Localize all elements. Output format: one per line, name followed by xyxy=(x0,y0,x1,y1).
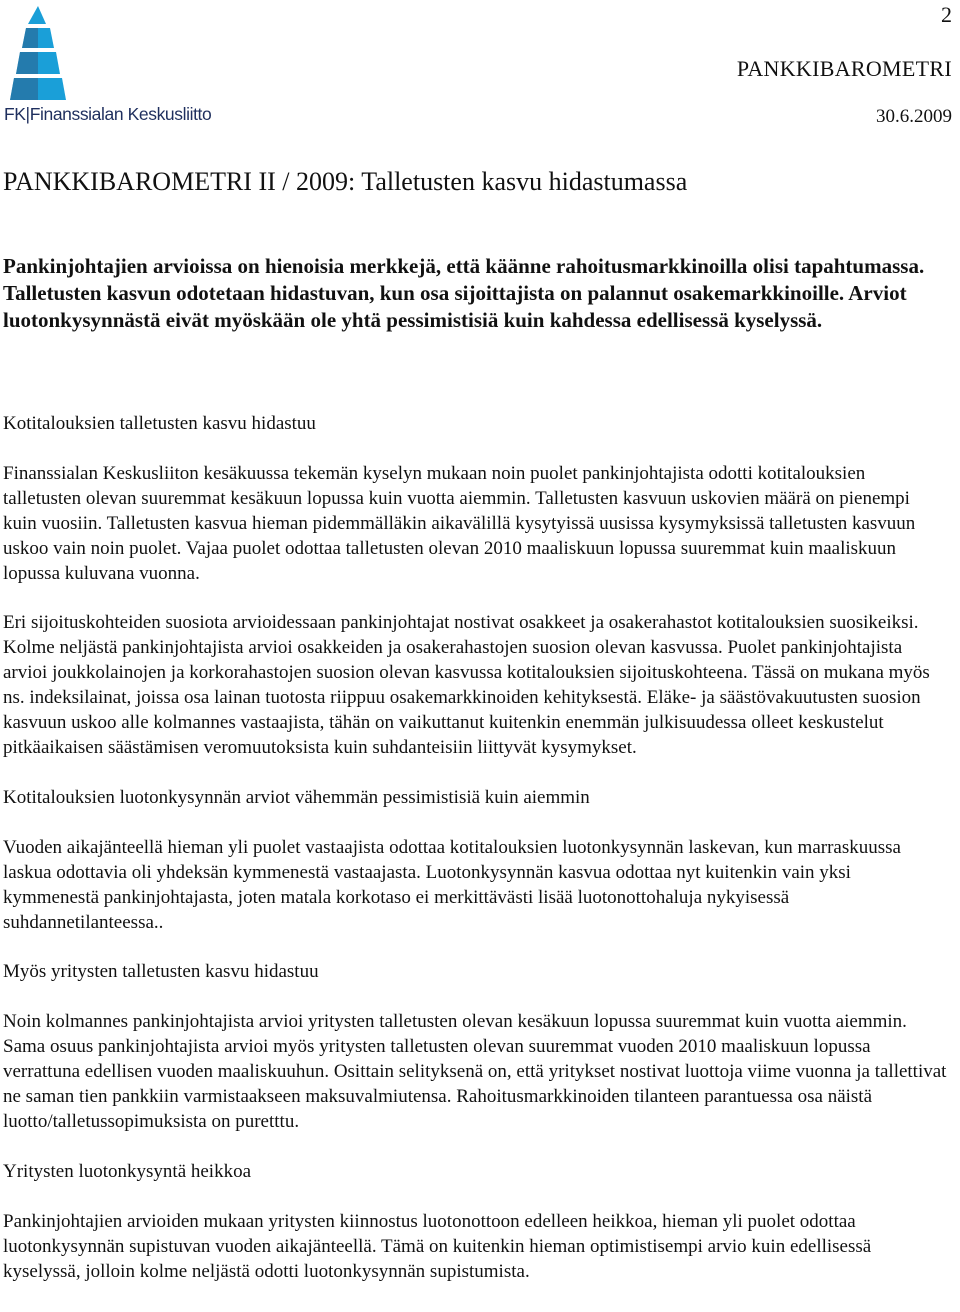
section-paragraph: Finanssialan Keskusliiton kesäkuussa tekemän kyselyn mukaan noin puolet pankinjohtajista odotti kotitalouksien talletusten olevan suuremmat kesäkuun lopussa kuin vuotta aiemmin. Talletusten kasvuun uskovien määrä on pienempi kuin vuosiin. Talletusten kasvua hieman pidemmälläkin aikavälillä kysytyissä uusissa kysymyksissä talletusten kasvuun uskoo vain noin puolet. Vajaa puolet odottaa talletusten olevan 2010 maaliskuun lopussa suuremmat kuin maaliskuun lopussa kuluvana vuonna. xyxy=(3,462,916,584)
section-heading: Yritysten luotonkysyntä heikkoa xyxy=(3,1160,252,1182)
section-heading: Myös yritysten talletusten kasvu hidastuu xyxy=(3,961,319,983)
section-heading: Kotitalouksien luotonkysynnän arviot vähemmän pessimistisiä kuin aiemmin xyxy=(3,786,590,808)
section-paragraph: Pankinjohtajien arvioiden mukaan yritysten kiinnostus luotonottoon edelleen heikkoa, hieman yli puolet odottaa luotonkysynnän supistuvan vuoden aikajänteellä. Tämä on kuitenkin hieman optimistisempi arvio kuin edellisessä kyselyssä, jolloin kolme neljästä odotti luotonkysynnän supistumista. xyxy=(3,1210,872,1282)
article-lead: Pankinjohtajien arvioissa on hienoisia merkkejä, että käänne rahoitusmarkkinoilla olisi tapahtumassa. Talletusten kasvun odotetaan hidastuvan, kun osa sijoittajista on palannut osakemarkkinoille. Arviot luotonkysynnästä eivät myöskään ole yhtä pessimistisiä kuin kahdessa edellisessä kyselyssä. xyxy=(3,254,925,332)
section-heading: Kotitalouksien talletusten kasvu hidastuu xyxy=(3,413,316,434)
section-paragraph: Noin kolmannes pankinjohtajista arvioi yritysten talletusten olevan kesäkuun lopussa suuremmat kuin vuotta aiemmin. Sama osuus pankinjohtajista arvioi myös yritysten talletusten olevan suuremmat vuoden 2010 maaliskuun lopussa verrattuna edellisen vuoden maaliskuuhun. Osittain selityksenä on, että yritykset nostivat luottoja viime vuonna ja tallettivat ne saman tien pankkiin varmistaakseen maksuvalmiutensa. Rahoitusmarkkinoiden tilanteen parantuessa osa näistä luotto/talletussopimuksista on puretttu. xyxy=(3,1011,947,1132)
section-paragraph: Vuoden aikajänteellä hieman yli puolet vastaajista odottaa kotitalouksien luotonkysynnän laskevan, kun marraskuussa laskua odottavia oli yhdeksän kymmenestä vastaajasta. Luotonkysynnän kasvua odottaa nyt kuitenkin vain yksi kymmenestä pankinjohtajasta, joten matala korkotaso ei merkittävästi lisää luotonottohaluja nykyisessä suhdannetilanteessa.. xyxy=(3,836,901,933)
header-date: 30.6.2009 xyxy=(876,106,952,127)
fk-logo-mark-icon xyxy=(2,4,82,104)
logo-wordmark: FK|Finanssialan Keskusliitto xyxy=(4,104,212,124)
section-paragraph: Eri sijoituskohteiden suosiota arvioidessaan pankinjohtajat nostivat osakkeet ja osakerahastot kotitalouksien suosikeiksi. Kolme neljästä pankinjohtajista arvioi osakkeiden ja osakerahastojen suosion olevan kasvussa. Puolet pankinjohtajista arvioi joukkolainojen ja korkorahastojen suosion olevan kasvussa kotitalouksien sijoituskohteena. Tässä on mukana myös ns. indeksilainat, joissa osa lainan tuotosta riippuu osakemarkkinoiden kehityksestä. Eläke- ja säästövakuutusten suosion kasvuun uskoo alle kolmannes vastaajista, tähän on vaikuttanut kuitenkin enemmän julkisuudessa olleet keskustelut pitkäaikaisen säästämisen veromuutoksista kuin suhdanteisiin liittyvät kysymykset. xyxy=(3,612,930,758)
header-title: PANKKIBAROMETRI xyxy=(736,56,952,81)
fk-logo xyxy=(2,4,212,126)
article-body xyxy=(3,412,948,1309)
page-number: 2 xyxy=(941,2,952,27)
article-title: PANKKIBAROMETRI II / 2009: Talletusten kasvu hidastumassa xyxy=(3,167,688,196)
